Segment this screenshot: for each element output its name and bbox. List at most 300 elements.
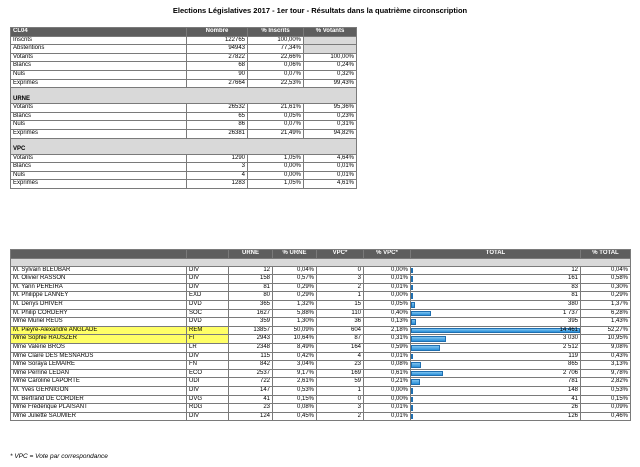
urne-percent: 0,15% (273, 395, 317, 404)
summary-row (11, 53, 357, 62)
value-cell: 26381 (187, 129, 248, 138)
section-header-row (11, 88, 357, 104)
urne-percent: 50,09% (273, 326, 317, 335)
summary-row (11, 171, 357, 180)
candidate-row (11, 412, 631, 421)
urne-percent: 5,88% (273, 309, 317, 318)
spacer-cell (229, 258, 273, 266)
total-bar-cell (411, 318, 581, 327)
spacer-cell (411, 258, 581, 266)
value-cell: 0,24% (304, 62, 357, 71)
vpc-percent: 0,01% (364, 404, 411, 413)
total-bar (411, 311, 431, 317)
summary-row (11, 121, 357, 130)
vpc-votes: 3 (317, 275, 364, 284)
summary-row (11, 163, 357, 172)
spacer-cell (248, 88, 304, 104)
total-bar-cell (411, 266, 581, 275)
urne-percent: 0,53% (273, 387, 317, 396)
candidate-party: DIV (187, 266, 229, 275)
value-cell: 0,23% (304, 112, 357, 121)
vpc-votes: 2 (317, 283, 364, 292)
column-header: % Votants (304, 28, 357, 37)
value-cell: 65 (187, 112, 248, 121)
urne-votes: 1627 (229, 309, 273, 318)
total-bar (411, 414, 413, 420)
candidate-party: FN (187, 361, 229, 370)
candidate-row (11, 361, 631, 370)
candidate-row (11, 335, 631, 344)
vpc-percent: 0,08% (364, 361, 411, 370)
candidate-row (11, 275, 631, 284)
total-bar (411, 276, 413, 282)
candidate-party: RDG (187, 404, 229, 413)
total-percent: 0,15% (581, 395, 631, 404)
candidate-party: DIV (187, 387, 229, 396)
summary-row (11, 104, 357, 113)
total-votes: 126 (567, 412, 578, 419)
row-label: Votants (11, 154, 187, 163)
urne-votes: 124 (229, 412, 273, 421)
urne-votes: 81 (229, 283, 273, 292)
urne-percent: 0,42% (273, 352, 317, 361)
summary-row (11, 180, 357, 189)
vpc-votes: 4 (317, 352, 364, 361)
row-label: Blancs (11, 163, 187, 172)
total-votes: 81 (571, 292, 578, 299)
spacer-cell (187, 88, 248, 104)
vpc-votes: 59 (317, 378, 364, 387)
vpc-votes: 0 (317, 395, 364, 404)
value-cell: 99,43% (304, 79, 357, 88)
total-bar-cell (411, 361, 581, 370)
candidate-party: REM (187, 326, 229, 335)
vpc-votes: 604 (317, 326, 364, 335)
total-percent: 0,04% (581, 266, 631, 275)
value-cell: 4,64% (304, 154, 357, 163)
vpc-percent: 0,40% (364, 309, 411, 318)
value-cell: 122765 (187, 36, 248, 45)
row-label: Nuls (11, 121, 187, 130)
summary-row (11, 36, 357, 45)
turnout-summary-table (10, 27, 357, 189)
value-cell: 95,36% (304, 104, 357, 113)
candidate-row (11, 309, 631, 318)
candidate-row (11, 378, 631, 387)
spacer-cell (187, 138, 248, 154)
candidate-party: UDI (187, 378, 229, 387)
total-bar-cell (411, 412, 581, 421)
urne-votes: 158 (229, 275, 273, 284)
candidate-party: DIV (187, 352, 229, 361)
total-bar-cell (411, 352, 581, 361)
vpc-votes: 110 (317, 309, 364, 318)
section-header-row (11, 138, 357, 154)
spacer-cell (248, 138, 304, 154)
total-votes: 2 706 (562, 369, 578, 376)
row-label: Votants (11, 104, 187, 113)
total-votes: 1 737 (562, 309, 578, 316)
total-votes: 119 (568, 352, 578, 359)
candidate-name: M. Philip CORDERY (11, 309, 187, 318)
total-percent: 0,58% (581, 275, 631, 284)
total-bar-cell (411, 326, 581, 335)
value-cell: 0,01% (304, 171, 357, 180)
urne-percent: 10,64% (273, 335, 317, 344)
vpc-votes: 3 (317, 404, 364, 413)
vpc-percent: 0,05% (364, 301, 411, 310)
value-cell: 21,61% (248, 104, 304, 113)
total-bar (411, 388, 413, 394)
total-votes: 14 461 (559, 326, 578, 333)
candidate-party: FI (187, 335, 229, 344)
value-cell: 68 (187, 62, 248, 71)
total-bar (411, 268, 413, 274)
total-percent: 2,82% (581, 378, 631, 387)
total-votes: 26 (571, 404, 578, 411)
summary-row (11, 79, 357, 88)
total-percent: 9,08% (581, 344, 631, 353)
candidate-party: DVG (187, 395, 229, 404)
candidate-row (11, 301, 631, 310)
urne-percent: 2,61% (273, 378, 317, 387)
candidate-row (11, 352, 631, 361)
total-votes: 865 (567, 361, 578, 368)
urne-percent: 1,30% (273, 318, 317, 327)
value-cell: 100,00% (304, 53, 357, 62)
total-bar (411, 371, 443, 377)
candidate-name: M. Pieyre-Alexandre ANGLADE (11, 326, 187, 335)
column-header: % Inscrits (248, 28, 304, 37)
urne-percent: 0,04% (273, 266, 317, 275)
vpc-percent: 0,01% (364, 275, 411, 284)
vpc-percent: 0,13% (364, 318, 411, 327)
spacer-cell (304, 88, 357, 104)
candidate-row (11, 266, 631, 275)
column-header: TOTAL (411, 250, 581, 259)
spacer-cell (273, 258, 317, 266)
value-cell: 27822 (187, 53, 248, 62)
urne-percent: 0,45% (273, 412, 317, 421)
total-bar (411, 336, 446, 342)
column-header: VPC* (317, 250, 364, 259)
spacer-cell (11, 258, 187, 266)
candidate-name: M. Denys DHIVER (11, 301, 187, 310)
column-header: % VPC* (364, 250, 411, 259)
spacer-cell (317, 258, 364, 266)
value-cell: 1283 (187, 180, 248, 189)
urne-percent: 1,32% (273, 301, 317, 310)
row-label: Nuls (11, 70, 187, 79)
vpc-votes: 23 (317, 361, 364, 370)
candidate-row (11, 318, 631, 327)
total-bar (411, 285, 413, 291)
total-bar-cell (411, 335, 581, 344)
urne-votes: 2348 (229, 344, 273, 353)
value-cell: 77,34% (248, 45, 304, 54)
candidate-name: Mme Sophie RAUSZER (11, 335, 187, 344)
value-cell: 3 (187, 163, 248, 172)
vpc-percent: 0,00% (364, 292, 411, 301)
candidate-party: DIV (187, 275, 229, 284)
candidate-row (11, 283, 631, 292)
vpc-votes: 87 (317, 335, 364, 344)
total-bar (411, 302, 415, 308)
urne-votes: 41 (229, 395, 273, 404)
urne-percent: 0,08% (273, 404, 317, 413)
vpc-percent: 0,61% (364, 369, 411, 378)
total-bar (411, 328, 580, 334)
urne-percent: 0,57% (273, 275, 317, 284)
vpc-percent: 0,31% (364, 335, 411, 344)
candidate-name: Mme Caroline LAPORTE (11, 378, 187, 387)
value-cell: 0,31% (304, 121, 357, 130)
total-votes: 2 512 (562, 344, 578, 351)
total-percent: 0,09% (581, 404, 631, 413)
total-votes: 83 (571, 283, 578, 290)
total-votes: 41 (571, 395, 578, 402)
total-bar-cell (411, 344, 581, 353)
row-label: Abstentions (11, 45, 187, 54)
candidate-row (11, 326, 631, 335)
column-header: URNE (229, 250, 273, 259)
total-percent: 0,30% (581, 283, 631, 292)
vpc-percent: 0,00% (364, 395, 411, 404)
vpc-percent: 0,00% (364, 387, 411, 396)
total-percent: 52,27% (581, 326, 631, 335)
row-label: Inscrits (11, 36, 187, 45)
candidate-name: Mme Muriel RÉUS (11, 318, 187, 327)
total-votes: 781 (567, 378, 578, 385)
vpc-votes: 2 (317, 412, 364, 421)
candidate-party: ECO (187, 369, 229, 378)
spacer-row (11, 258, 631, 266)
row-label: Blancs (11, 62, 187, 71)
row-label: Exprimés (11, 129, 187, 138)
candidate-party: LR (187, 344, 229, 353)
urne-votes: 722 (229, 378, 273, 387)
candidate-party: DIV (187, 412, 229, 421)
total-percent: 1,43% (581, 318, 631, 327)
total-percent: 0,46% (581, 412, 631, 421)
urne-percent: 8,49% (273, 344, 317, 353)
urne-votes: 147 (229, 387, 273, 396)
value-cell: 0,07% (248, 121, 304, 130)
value-cell: 1,05% (248, 154, 304, 163)
total-bar (411, 397, 413, 403)
row-label: Exprimés (11, 79, 187, 88)
candidate-row (11, 344, 631, 353)
total-votes: 12 (571, 266, 578, 273)
candidate-row (11, 395, 631, 404)
urne-percent: 0,29% (273, 283, 317, 292)
vpc-votes: 0 (317, 266, 364, 275)
spacer-cell (187, 258, 229, 266)
total-bar (411, 405, 413, 411)
candidate-name: Mme Perrine LEDAN (11, 369, 187, 378)
candidate-party: EXD (187, 292, 229, 301)
column-header (187, 250, 229, 259)
vpc-votes: 1 (317, 292, 364, 301)
total-votes: 161 (567, 275, 578, 282)
value-cell: 90 (187, 70, 248, 79)
total-bar-cell (411, 275, 581, 284)
section-label: URNE (11, 88, 187, 104)
total-percent: 1,37% (581, 301, 631, 310)
total-bar-cell (411, 395, 581, 404)
total-percent: 0,43% (581, 352, 631, 361)
vpc-votes: 36 (317, 318, 364, 327)
value-cell: 26532 (187, 104, 248, 113)
total-bar (411, 379, 420, 385)
value-cell: 4 (187, 171, 248, 180)
candidate-party: SOC (187, 309, 229, 318)
candidate-party: DIV (187, 283, 229, 292)
total-votes: 3 030 (562, 335, 578, 342)
total-bar (411, 354, 413, 360)
section-label: VPC (11, 138, 187, 154)
vpc-percent: 0,01% (364, 352, 411, 361)
total-votes: 395 (567, 318, 578, 325)
value-cell: 21,49% (248, 129, 304, 138)
value-cell: 22,53% (248, 79, 304, 88)
footnote: * VPC = Vote par correspondance (10, 453, 108, 460)
urne-votes: 365 (229, 301, 273, 310)
summary-row (11, 129, 357, 138)
column-header: % TOTAL (581, 250, 631, 259)
value-cell: 0,05% (248, 112, 304, 121)
total-bar-cell (411, 283, 581, 292)
urne-votes: 13857 (229, 326, 273, 335)
candidate-name: M. Sylvain BLEUBAR (11, 266, 187, 275)
total-bar (411, 319, 416, 325)
urne-votes: 359 (229, 318, 273, 327)
total-percent: 9,78% (581, 369, 631, 378)
vpc-percent: 0,01% (364, 283, 411, 292)
urne-votes: 2537 (229, 369, 273, 378)
value-cell: 1290 (187, 154, 248, 163)
row-label: Blancs (11, 112, 187, 121)
total-bar (411, 345, 440, 351)
candidate-party: DVD (187, 301, 229, 310)
column-header: % URNE (273, 250, 317, 259)
row-label: Nuls (11, 171, 187, 180)
value-cell: 94943 (187, 45, 248, 54)
urne-percent: 3,04% (273, 361, 317, 370)
urne-votes: 842 (229, 361, 273, 370)
vpc-percent: 0,21% (364, 378, 411, 387)
total-bar-cell (411, 378, 581, 387)
value-cell: 0,06% (248, 62, 304, 71)
candidate-name: Mme Frédérique PLAISANT (11, 404, 187, 413)
value-cell: 94,82% (304, 129, 357, 138)
summary-row (11, 154, 357, 163)
candidate-name: M. Philippe LANNEY (11, 292, 187, 301)
total-votes: 148 (567, 387, 578, 393)
total-percent: 0,29% (581, 292, 631, 301)
vpc-percent: 0,59% (364, 344, 411, 353)
vpc-percent: 0,00% (364, 266, 411, 275)
value-cell: 4,61% (304, 180, 357, 189)
value-cell: 0,32% (304, 70, 357, 79)
total-bar-cell (411, 292, 581, 301)
value-cell: 0,00% (248, 171, 304, 180)
urne-votes: 23 (229, 404, 273, 413)
total-percent: 0,53% (581, 387, 631, 396)
candidate-name: Mme Claire DES MESNARDS (11, 352, 187, 361)
document-title: Elections Législatives 2017 - 1er tour - Résultats dans la quatrième circonscription (172, 6, 468, 15)
candidate-name: Mme Juliette SAUMIER (11, 412, 187, 421)
value-cell: 22,66% (248, 53, 304, 62)
candidate-name: M. Bertrand DE CORDIER (11, 395, 187, 404)
vpc-percent: 2,18% (364, 326, 411, 335)
row-label: Exprimés (11, 180, 187, 189)
candidates-header-row (11, 250, 631, 259)
value-cell (304, 36, 357, 45)
spacer-cell (304, 138, 357, 154)
total-bar-cell (411, 309, 581, 318)
candidate-name: M. Olivier RASSON (11, 275, 187, 284)
vpc-votes: 15 (317, 301, 364, 310)
spacer-cell (581, 258, 631, 266)
vpc-votes: 1 (317, 387, 364, 396)
spacer-cell (364, 258, 411, 266)
total-bar-cell (411, 301, 581, 310)
column-header: CL04 (11, 28, 187, 37)
candidate-results-table (10, 249, 631, 421)
candidate-row (11, 387, 631, 396)
value-cell: 100,00% (248, 36, 304, 45)
column-header (11, 250, 187, 259)
total-bar (411, 293, 413, 299)
summary-row (11, 45, 357, 54)
vpc-percent: 0,01% (364, 412, 411, 421)
candidate-row (11, 292, 631, 301)
total-bar (411, 362, 421, 368)
total-bar-cell (411, 369, 581, 378)
candidate-name: M. Yves GERNIGON (11, 387, 187, 396)
value-cell: 86 (187, 121, 248, 130)
vpc-votes: 169 (317, 369, 364, 378)
value-cell: 27664 (187, 79, 248, 88)
total-bar-cell (411, 387, 581, 396)
value-cell: 1,05% (248, 180, 304, 189)
value-cell: 0,01% (304, 163, 357, 172)
total-bar-cell (411, 404, 581, 413)
value-cell: 0,00% (248, 163, 304, 172)
total-votes: 380 (567, 301, 578, 308)
total-percent: 10,95% (581, 335, 631, 344)
urne-percent: 9,17% (273, 369, 317, 378)
candidate-row (11, 369, 631, 378)
candidate-party: DVD (187, 318, 229, 327)
candidate-name: Mme Soraya LEMAIRE (11, 361, 187, 370)
summary-row (11, 112, 357, 121)
urne-votes: 115 (229, 352, 273, 361)
vpc-votes: 164 (317, 344, 364, 353)
urne-votes: 2943 (229, 335, 273, 344)
summary-row (11, 70, 357, 79)
candidate-row (11, 404, 631, 413)
value-cell (304, 45, 357, 54)
candidate-name: M. Yann PEREIRA (11, 283, 187, 292)
value-cell: 0,07% (248, 70, 304, 79)
candidate-name: Mme Valérie BROS (11, 344, 187, 353)
total-percent: 3,13% (581, 361, 631, 370)
urne-votes: 12 (229, 266, 273, 275)
urne-percent: 0,29% (273, 292, 317, 301)
summary-header-row (11, 28, 357, 37)
